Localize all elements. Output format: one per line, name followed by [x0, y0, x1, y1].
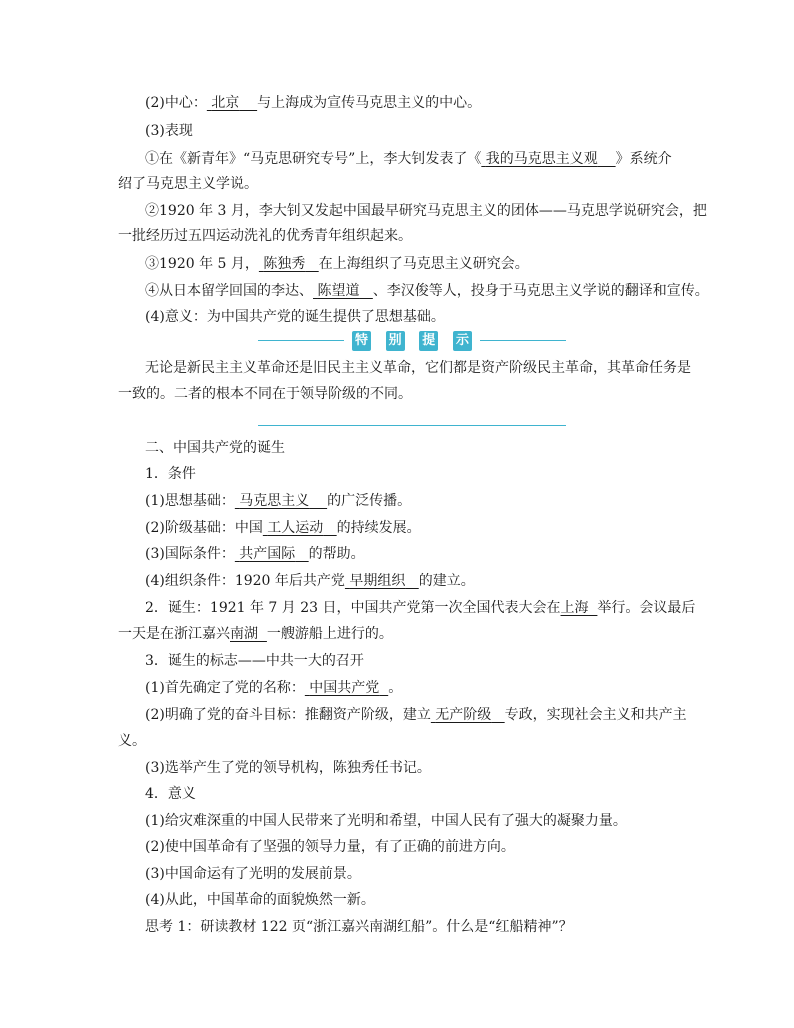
text: 。	[388, 680, 403, 696]
para-3	[145, 254, 529, 274]
text: (2)中心：	[145, 95, 207, 111]
text: (2)明确了党的奋斗目标：推翻资产阶级，建立	[145, 707, 431, 723]
text: 一艘游船上进行的。	[266, 626, 393, 642]
birth-para	[145, 598, 695, 618]
subheading-mark: 3．诞生的标志——中共一大的召开	[145, 653, 364, 669]
tip-box-header	[258, 330, 566, 352]
para-significance: (4)意义：为中国共产党的诞生提供了思想基础。	[145, 309, 445, 325]
para-1-cont: 绍了马克思主义学说。	[118, 176, 258, 192]
blank-answer: 共产国际	[239, 546, 296, 562]
mark-1	[145, 678, 402, 698]
blank-answer: 工人运动	[267, 520, 324, 536]
text: ③1920 年 5 月，	[145, 256, 259, 272]
meaning-2: (2)使中国革命有了坚强的领导力量，有了正确的前进方向。	[145, 839, 515, 855]
para-2-cont: 一批经历过五四运动洗礼的优秀青年组织起来。	[118, 228, 412, 244]
meaning-1: (1)给灾难深重的中国人民带来了光明和希望，中国人民有了强大的凝聚力量。	[145, 813, 627, 829]
blank-answer: 马克思主义	[239, 493, 310, 509]
para-4	[145, 281, 709, 301]
blank-answer: 中国共产党	[309, 680, 380, 696]
subheading-conditions: 1．条件	[145, 466, 196, 482]
text: 2．诞生：1921 年 7 月 23 日，中国共产党第一次全国代表大会在	[145, 600, 561, 616]
condition-2	[145, 518, 421, 538]
text: 一天是在浙江嘉兴	[118, 626, 230, 642]
heading-biaoxian: (3)表现	[145, 123, 193, 139]
tip-rule-left	[258, 340, 344, 341]
tip-char: 特	[352, 331, 371, 351]
blank-answer: 我的马克思主义观	[485, 151, 598, 167]
section-heading: 二、中国共产党的诞生	[145, 440, 285, 456]
text: (1)首先确定了党的名称：	[145, 680, 305, 696]
mark-3: (3)选举产生了党的领导机构，陈独秀任书记。	[145, 760, 431, 776]
text: (3)国际条件：	[145, 546, 235, 562]
blank-answer: 早期组织	[349, 573, 406, 589]
text: ①在《新青年》“马克思研究专号”上，李大钊发表了《	[145, 151, 482, 167]
tip-char: 示	[453, 331, 472, 351]
tip-text-1: 无论是新民主主义革命还是旧民主主义革命，它们都是资产阶级民主革命，其革命任务是	[145, 360, 691, 376]
tip-text-2: 一致的。二者的根本不同在于领导阶级的不同。	[118, 386, 412, 402]
meaning-3: (3)中国命运有了光明的发展前景。	[145, 866, 361, 882]
condition-3	[145, 544, 365, 564]
think-question: 思考 1：研读教材 122 页“浙江嘉兴南湖红船”。什么是“红船精神”？	[145, 919, 573, 935]
text: 与上海成为宣传马克思主义的中心。	[257, 95, 482, 111]
text: 的持续发展。	[336, 520, 421, 536]
text: 的帮助。	[308, 546, 365, 562]
mark-2-cont: 义。	[118, 733, 146, 749]
text: (1)思想基础：	[145, 493, 235, 509]
condition-1	[145, 491, 411, 511]
para-1	[145, 149, 672, 169]
blank-answer: 陈独秀	[263, 256, 306, 272]
condition-4	[145, 571, 475, 591]
text: 在上海组织了马克思主义研究会。	[318, 256, 529, 272]
subheading-meaning: 4．意义	[145, 786, 196, 802]
text: 的建立。	[418, 573, 475, 589]
tip-char: 别	[386, 331, 405, 351]
text: (4)组织条件：1920 年后共产党	[145, 573, 345, 589]
birth-para-cont	[118, 624, 393, 644]
text: 》系统介	[615, 151, 672, 167]
tip-rule-right	[480, 340, 566, 341]
tip-badge	[344, 330, 480, 352]
blank-answer: 无产阶级	[435, 707, 492, 723]
text: 、李汉俊等人，投身于马克思主义学说的翻译和宣传。	[372, 283, 709, 299]
meaning-4: (4)从此，中国革命的面貌焕然一新。	[145, 892, 375, 908]
blank-answer: 北京	[211, 95, 240, 111]
text: (2)阶级基础：中国	[145, 520, 263, 536]
blank-answer: 上海	[560, 600, 589, 616]
text: ④从日本留学回国的李达、	[145, 283, 313, 299]
para-center	[145, 93, 481, 113]
tip-box-footer-rule	[258, 425, 566, 426]
para-2: ②1920 年 3 月，李大钊又发起中国最早研究马克思主义的团体——马克思学说研究会，把	[145, 203, 707, 219]
blank-answer: 南湖	[230, 626, 258, 642]
blank-answer: 陈望道	[317, 283, 360, 299]
mark-2	[145, 705, 687, 725]
text: 专政，实现社会主义和共产主	[504, 707, 687, 723]
text: 举行。会议最后	[597, 600, 696, 616]
text: 的广泛传播。	[327, 493, 412, 509]
tip-char: 提	[419, 331, 438, 351]
